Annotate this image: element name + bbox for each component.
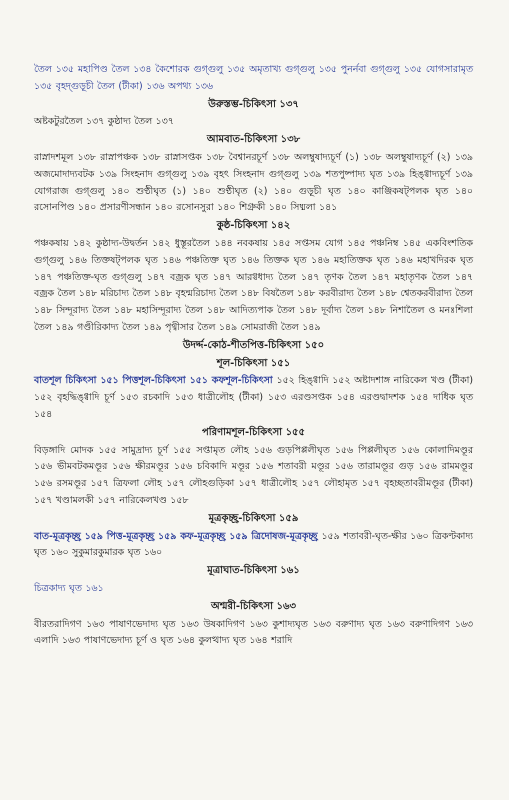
subsection-heading: বাত-মূত্রকৃচ্ছ্র ১৫৯ [34, 530, 107, 542]
section-heading: শূল-চিকিৎসা ১৫১ [216, 357, 291, 369]
section-heading: উদর্দ্দ-কোঠ-শীতপিত্ত-চিকিৎসা ১৫০ [182, 339, 325, 351]
subsection-heading: কফশূল-চিকিৎসা [211, 375, 277, 387]
subsection-heading: পিত্তশূল-চিকিৎসা ১৫১ [122, 375, 212, 387]
subsection-heading: কফ-মূত্রকৃচ্ছ্র ১৫৯ [180, 530, 252, 542]
section-heading: মূত্রকৃচ্ছ্র-চিকিৎসা ১৫৯ [208, 512, 299, 524]
subsection-heading: বাতশূল চিকিৎসা ১৫১ [34, 375, 123, 387]
index-paragraph: পঞ্চকষায় ১৪২ কুষ্ঠাদ্য-উদ্বর্তন ১৪২ ধুস্তূরতৈল ১৪৪ নবকষায় ১৪৫ সপ্তসম যোগ ১৪৫ পঞ্চনিম্ব ১৪৫ একবিংশতিক গুগ্‌গুলু ১৪৬ তিক্তষট্‌পলক ঘৃত ১৪৬ পঞ্চতিক্ত ঘৃত ১৪৬ তিক্তক ঘৃত ১৪৬ মহাতিক্তক ঘৃত ১৪৬ মহাখদিরক ঘৃত ১৪৭ পঞ্চতিক্ত-ঘৃত গুগ্‌গুলু ১৪৭ বজ্রক ঘৃত ১৪৭ আরগ্বধাদ্য তৈল ১৪৭ তৃণক তৈল ১৪৭ মহাতৃণক তৈল ১৪৭ বজ্রক তৈল ১৪৮ মরিচাদ্য তৈল ১৪৮ বৃহন্মরিচাদ্য তৈল ১৪৮ বিষতৈল ১৪৮ করবীরাদ্য তৈল ১৪৮ শ্বেতকরবীরাদ্য তৈল ১৪৮ সিন্দূরাদ্য তৈল ১৪৮ মহাসিন্দূরাদ্য তৈল ১৪৮ আদিত্যপাক তৈল ১৪৮ দূর্বাদ্য তৈল ১৪৮ নিশাতৈল ও মনঃশিলা তৈল ১৪৯ গণ্ডীরিকাদ্য তৈল ১৪৯ পৃথ্বীসার তৈল ১৪৯ সোমরাজী তৈল ১৪৯ [34, 237, 473, 333]
index-entries: ১৫২ হিঙ্গ্বাদি ১৫২ অষ্টাদশাঙ্গ নারিকেল খণ্ড (টীকা) ১৫২ বৃহদ্ধিঙ্গ্বাদি চূর্ণ ১৫৩ রচকাদি ১৫৩ ধাত্রীলৌহ (টীকা) ১৫৩ এরণ্ডসপ্তক ১৫৪ এরণ্ডদ্বাদশক ১৫৪ দাধিক ঘৃত ১৫৪ [34, 375, 473, 420]
index-paragraph: বিড়ঙ্গাদি মোদক ১৫৫ সামুদ্রাদ্য চূর্ণ ১৫৫ সপ্তামৃত লৌহ ১৫৬ গুড়পিপ্পলীঘৃত ১৫৬ পিপ্পলীঘৃত ১৫৬ কোলাদিমণ্ডূর ১৫৬ ভীমবটকমণ্ডূর ১৫৬ ক্ষীরমণ্ডূর ১৫৬ চবিকাদি মণ্ডূর ১৫৬ শতাবরী মণ্ডূর ১৫৬ তারামণ্ডূর গুড় ১৫৬ রামমণ্ডূর ১৫৬ রসমণ্ডূর ১৫৭ ত্রিফলা লৌহ ১৫৭ লৌহগুড়িকা ১৫৭ ধাত্রীলৌহ ১৫৭ লৌহামৃত ১৫৭ বৃহচ্ছতাবরীমণ্ডূর (টীকা) ১৫৭ খণ্ডামলকী ১৫৭ নারিকেলখণ্ড ১৫৮ [34, 444, 473, 506]
index-paragraph [34, 529, 473, 563]
subsection-heading: পিত্ত-মূত্রকৃচ্ছ্র ১৫৯ [106, 530, 181, 542]
section-heading: কুষ্ঠ-চিকিৎসা ১৪২ [216, 220, 291, 232]
index-paragraph [34, 373, 473, 423]
section-heading: উরুস্তম্ভ-চিকিৎসা ১৩৭ [208, 98, 299, 110]
index-paragraph: রাস্নাদশমূল ১৩৮ রাস্নাপঞ্চক ১৩৮ রাস্নাসপ্তক ১৩৮ বৈশ্বানরচূর্ণ ১৩৮ অলম্বুষাদ্যচূর্ণ (১) ১৩৮ অলম্বুষাদ্যচূর্ণ (২) ১৩৯ অজমোদাদ্যবটক ১৩৯ সিংহনাদ গুগ্‌গুলু ১৩৯ বৃহৎ সিংহনাদ গুগ্‌গুলু ১৩৯ শতপুষ্পাদ্য ঘৃত ১৩৯ হিঙ্গ্বাদ্যচূর্ণ ১৩৯ যোগরাজ গুগ্‌গুলু ১৪০ শুণ্ঠীঘৃত (১) ১৪০ শুণ্ঠীঘৃত (২) ১৪০ গুড়ূচী ঘৃত ১৪০ কাঞ্জিকষট্‌পলক ঘৃত ১৪০ রসোনপিণ্ড ১৪০ প্রসারণীসন্ধান ১৪০ রসোনসুরা ১৪০ শিগ্রুকী ১৪০ সিধ্মলা ১৪১ [34, 151, 473, 214]
section-heading: আমবাত-চিকিৎসা ১৩৮ [206, 134, 301, 146]
index-paragraph: বীরতরাদিগণ ১৬৩ পাষাণভেদাদ্য ঘৃত ১৬৩ উষকাদিগণ ১৬৩ কুশাদ্যঘৃত ১৬৩ বরুণাদ্য ঘৃত ১৬৩ বরুণাদিগণ ১৬৩ এলাদি ১৬৩ পাষাণভেদাদ্য চূর্ণ ও ঘৃত ১৬৪ কুলত্থাদ্য ঘৃত ১৬৪ শরাদি [34, 618, 473, 647]
index-paragraph: তৈল ১৩৫ মহাপিণ্ড তৈল ১৩৪ কৈশোরক গুগ্‌গুলু ১৩৫ অমৃতাখ্য গুগ্‌গুলু ১৩৫ পুনর্নবা গুগ্‌গুলু ১৩৫ যোগসারামৃত ১৩৫ বৃহদ্গুড়ূচী তৈল (টীকা) ১৩৬ অপথ্য ১৩৬ [34, 64, 473, 92]
section-heading: পরিণামশূল-চিকিৎসা ১৫৫ [201, 426, 306, 438]
index-entries: ১৫৯ শতাবরী-ঘৃত-ক্ষীর ১৬০ ত্রিকণ্টকাদ্য ঘৃত ১৬০ সুকুমারকুমারক ঘৃত ১৬০ [34, 530, 473, 559]
index-paragraph: চিত্রকাদ্য ঘৃত ১৬১ [34, 582, 104, 594]
index-paragraph: অষ্টকটুরতৈল ১৩৭ কুষ্ঠাদ্য তৈল ১৩৭ [34, 116, 174, 128]
subsection-heading: ত্রিদোষজ-মূত্রকৃচ্ছ্র [251, 530, 322, 542]
section-heading: মূত্রাঘাত-চিকিৎসা ১৬১ [207, 565, 300, 577]
section-heading: অশ্মরী-চিকিৎসা ১৬৩ [211, 600, 296, 612]
